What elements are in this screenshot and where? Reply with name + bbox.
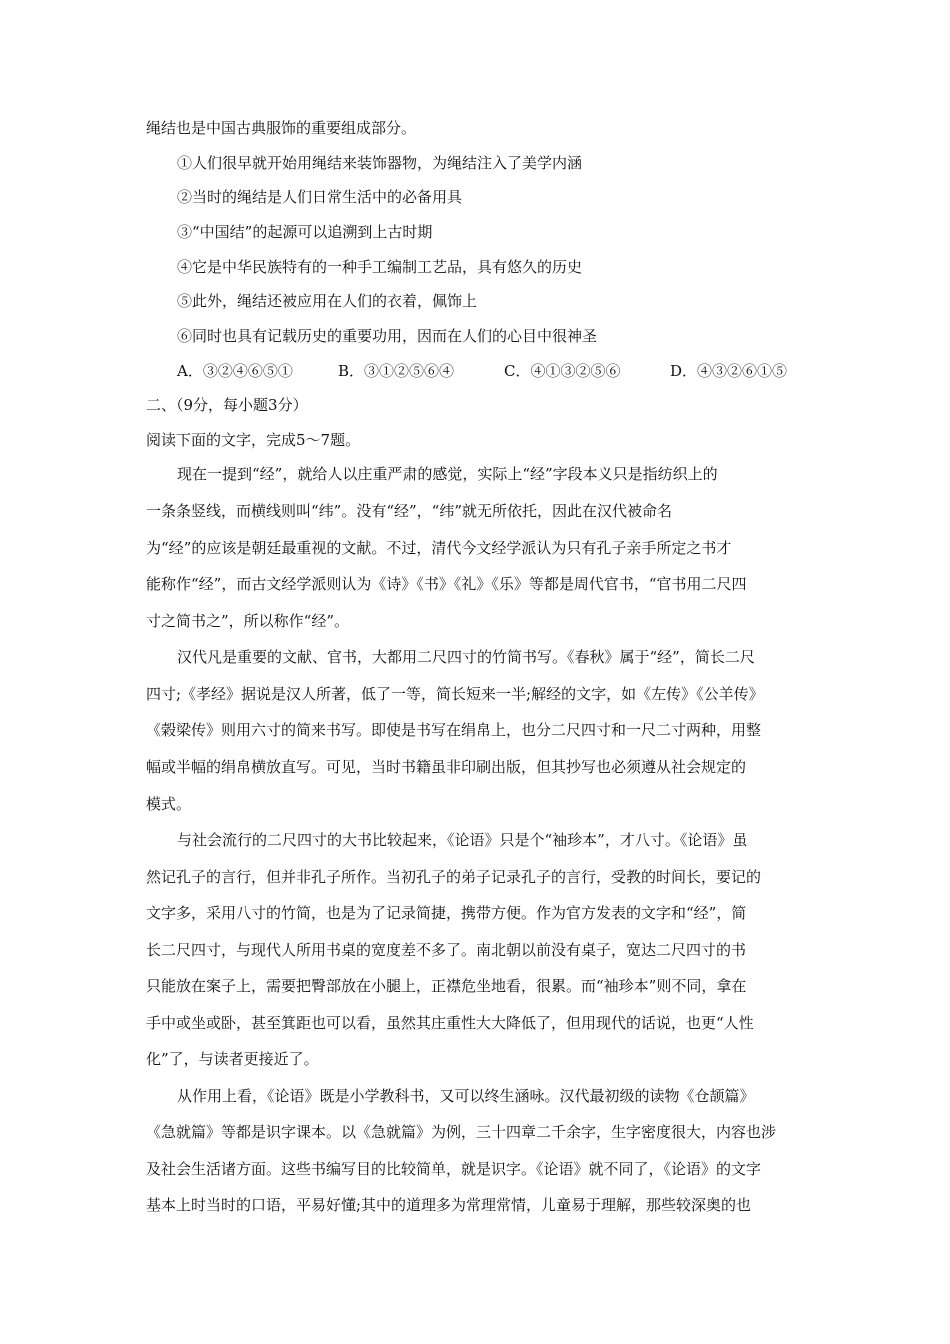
option-a: A．③②④⑥⑤① [177,362,293,380]
option-c: C．④①③②⑤⑥ [504,362,621,380]
passage-line: 模式。 [146,795,192,813]
option-d: D．④③②⑥①⑤ [670,362,788,380]
passage-line: 汉代凡是重要的文献、官书，大都用二尺四寸的竹简书写。《春秋》属于“经”，简长二尺 [177,648,755,666]
passage-line: 寸之简书之”，所以称作“经”。 [146,612,350,630]
sentence-item-1: ①人们很早就开始用绳结来装饰器物，为绳结注入了美学内涵 [177,154,583,172]
passage-line: 四寸;《孝经》据说是汉人所著，低了一等，简长短来一半;解经的文字，如《左传》《公羊传》 [146,685,764,703]
sentence-item-6: ⑥同时也具有记载历史的重要功用，因而在人们的心目中很神圣 [177,327,598,345]
passage-line: 《榖梁传》则用六寸的简来书写。即使是书写在绢帛上，也分二尺四寸和一尺二寸两种，用整 [146,721,762,739]
reading-instruction: 阅读下面的文字，完成5～7题。 [146,431,361,449]
passage-line: 为“经”的应该是朝廷最重视的文献。不过，清代今文经学派认为只有孔子亲手所定之书才 [146,539,732,557]
passage-line: 文字多，采用八寸的竹简，也是为了记录简捷，携带方便。作为官方发表的文字和“经”，简 [146,904,747,922]
sentence-item-5: ⑤此外，绳结还被应用在人们的衣着，佩饰上 [177,292,478,310]
option-b: B．③①②⑤⑥④ [338,362,455,380]
question-stem: 绳结也是中国古典服饰的重要组成部分。 [146,119,417,137]
passage-line: 基本上时当时的口语，平易好懂;其中的道理多为常理常情，儿童易于理解，那些较深奥的也 [146,1196,752,1214]
passage-line: 长二尺四寸，与现代人所用书桌的宽度差不多了。南北朝以前没有桌子，宽达二尺四寸的书 [146,941,747,959]
passage-line: 及社会生活诸方面。这些书编写目的比较简单，就是识字。《论语》就不同了，《论语》的文字 [146,1160,762,1178]
passage-line: 从作用上看，《论语》既是小学教科书，又可以终生涵咏。汉代最初级的读物《仓颉篇》 [177,1087,755,1105]
passage-line: 手中或坐或卧，甚至箕距也可以看，虽然其庄重性大大降低了，但用现代的话说，也更“人性 [146,1014,754,1032]
passage-line: 幅或半幅的绢帛横放直写。可见，当时书籍虽非印刷出版，但其抄写也必须遵从社会规定的 [146,758,747,776]
passage-line: 一条条竖线，而横线则叫“纬”。没有“经”，“纬”就无所依托，因此在汉代被命名 [146,502,673,520]
sentence-item-3: ③“中国结”的起源可以追溯到上古时期 [177,223,433,241]
passage-line: 能称作“经”，而古文经学派则认为《诗》《书》《礼》《乐》等都是周代官书，“官书用二尺四 [146,575,747,593]
sentence-item-4: ④它是中华民族特有的一种手工编制工艺品，具有悠久的历史 [177,258,583,276]
passage-line: 然记孔子的言行，但并非孔子所作。当初孔子的弟子记录孔子的言行，受教的时间长，要记的 [146,868,762,886]
passage-line: 现在一提到“经”，就给人以庄重严肃的感觉，实际上“经”字段本义只是指纺织上的 [177,465,718,483]
passage-line: 只能放在案子上，需要把臀部放在小腿上，正襟危坐地看，很累。而“袖珍本”则不同，拿在 [146,977,747,995]
section-heading: 二、（9分，每小题3分） [146,396,308,414]
sentence-item-2: ②当时的绳结是人们日常生活中的必备用具 [177,188,463,206]
passage-line: 与社会流行的二尺四寸的大书比较起来，《论语》只是个“袖珍本”，才八寸。《论语》虽 [177,831,748,849]
passage-line: 《急就篇》等都是识字课本。以《急就篇》为例，三十四章二千余字，生字密度很大，内容也涉 [146,1123,777,1141]
passage-line: 化”了，与读者更接近了。 [146,1050,319,1068]
